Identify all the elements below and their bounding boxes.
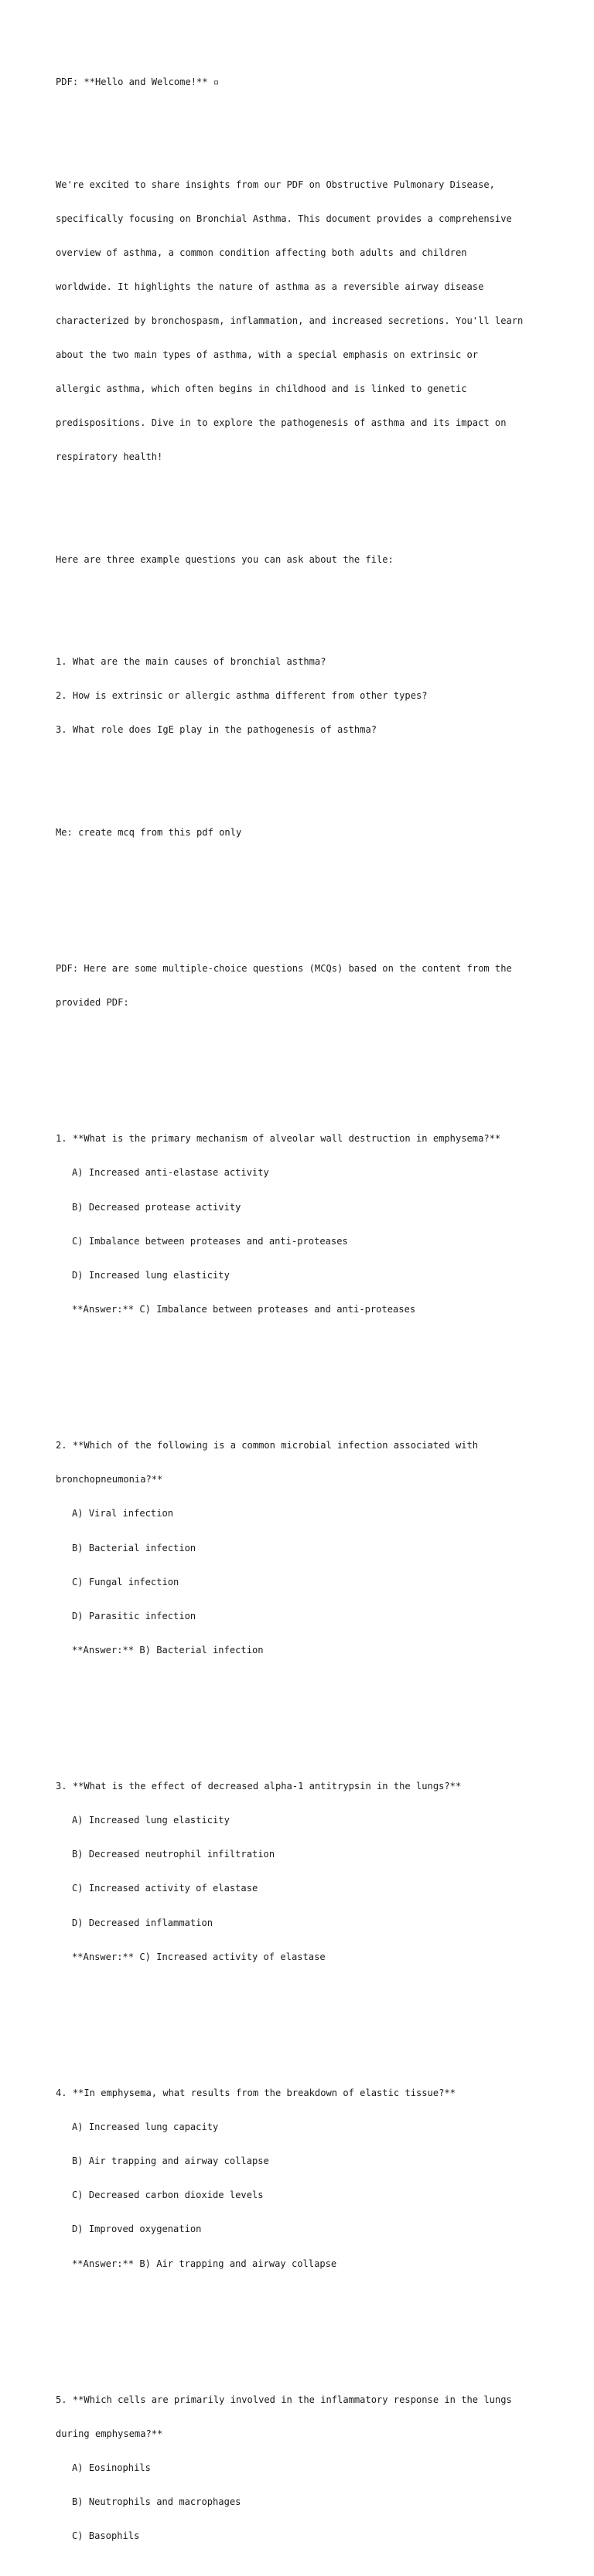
paragraph-line: respiratory health! — [56, 451, 163, 463]
response-intro-line: PDF: Here are some multiple-choice questions (MCQs) based on the content from the — [56, 962, 512, 974]
mcq-item — [56, 2065, 551, 2292]
mcq-item — [56, 1417, 551, 1679]
response-intro-line: provided PDF: — [56, 996, 129, 1008]
user-message: Me: create mcq from this pdf only — [56, 826, 242, 838]
mcq-item — [56, 2372, 551, 2565]
mcq-option: B) Neutrophils and macrophages — [72, 2496, 241, 2508]
example-question: 3. What role does IgE play in the pathogenesis of asthma? — [56, 724, 377, 736]
mcq-option: B) Decreased neutrophil infiltration — [72, 1849, 275, 1860]
mcq-option: D) Decreased inflammation — [72, 1917, 213, 1928]
paragraph-line: allergic asthma, which often begins in childhood and is linked to genetic — [56, 383, 467, 395]
mcq-option: C) Basophils — [72, 2530, 140, 2542]
paragraph-line: characterized by bronchospasm, inflammation, and increased secretions. You'll learn — [56, 315, 524, 327]
mcq-answer: **Answer:** C) Increased activity of elastase — [72, 1951, 326, 1962]
paragraph-line: worldwide. It highlights the nature of asthma as a reversible airway disease — [56, 281, 484, 292]
paragraph-line: specifically focusing on Bronchial Asthma. This document provides a comprehensive — [56, 213, 512, 224]
example-question: 2. How is extrinsic or allergic asthma different from other types? — [56, 690, 428, 702]
questions-intro: Here are three example questions you can ask about the file: — [56, 553, 394, 565]
mcq-option: C) Imbalance between proteases and anti-proteases — [72, 1235, 348, 1247]
intro-paragraph — [56, 156, 551, 485]
paragraph-line: We're excited to share insights from our PDF on Obstructive Pulmonary Disease, — [56, 179, 495, 190]
document-page — [56, 54, 551, 2576]
mcq-item — [56, 1111, 551, 1338]
mcq-option: C) Decreased carbon dioxide levels — [72, 2190, 264, 2201]
mcq-question: 2. **Which of the following is a common microbial infection associated with — [56, 1440, 479, 1451]
mcq-answer: **Answer:** B) Air trapping and airway collapse — [72, 2258, 337, 2269]
mcq-option: B) Bacterial infection — [72, 1542, 196, 1553]
welcome-heading: PDF: **Hello and Welcome!** ▫ — [56, 77, 220, 88]
mcq-option: D) Improved oxygenation — [72, 2224, 202, 2235]
mcq-option: B) Air trapping and airway collapse — [72, 2156, 269, 2167]
mcq-option: C) Fungal infection — [72, 1576, 179, 1587]
paragraph-line: about the two main types of asthma, with a special emphasis on extrinsic or — [56, 349, 479, 361]
mcq-option: C) Increased activity of elastase — [72, 1883, 258, 1894]
mcq-question: 1. **What is the primary mechanism of alveolar wall destruction in emphysema?** — [56, 1133, 501, 1145]
mcq-option: A) Eosinophils — [72, 2462, 151, 2474]
mcq-answer: **Answer:** B) Bacterial infection — [72, 1644, 264, 1656]
mcq-option: A) Increased lung elasticity — [72, 1815, 230, 1826]
mcq-question: bronchopneumonia?** — [56, 1474, 163, 1485]
paragraph-line: predispositions. Dive in to explore the pathogenesis of asthma and its impact on — [56, 417, 507, 429]
mcq-question: 5. **Which cells are primarily involved in the inflammatory response in the lungs — [56, 2394, 512, 2405]
mcq-question: during emphysema?** — [56, 2428, 163, 2440]
mcq-option: D) Increased lung elasticity — [72, 1269, 230, 1281]
example-questions — [56, 634, 551, 759]
mcq-item — [56, 1758, 551, 1986]
mcq-option: B) Decreased protease activity — [72, 1201, 241, 1213]
mcq-option: A) Increased anti-elastase activity — [72, 1167, 269, 1179]
example-question: 1. What are the main causes of bronchial asthma? — [56, 656, 326, 668]
response-intro — [56, 940, 551, 1031]
mcq-question: 4. **In emphysema, what results from the breakdown of elastic tissue?** — [56, 2088, 456, 2099]
mcq-option: A) Viral infection — [72, 1508, 174, 1519]
mcq-question: 3. **What is the effect of decreased alpha-1 antitrypsin in the lungs?** — [56, 1781, 462, 1792]
mcq-option: D) Parasitic infection — [72, 1610, 196, 1621]
paragraph-line: overview of asthma, a common condition affecting both adults and children — [56, 247, 467, 258]
mcq-option: A) Increased lung capacity — [72, 2122, 219, 2133]
mcq-answer: **Answer:** C) Imbalance between proteases and anti-proteases — [72, 1303, 416, 1315]
